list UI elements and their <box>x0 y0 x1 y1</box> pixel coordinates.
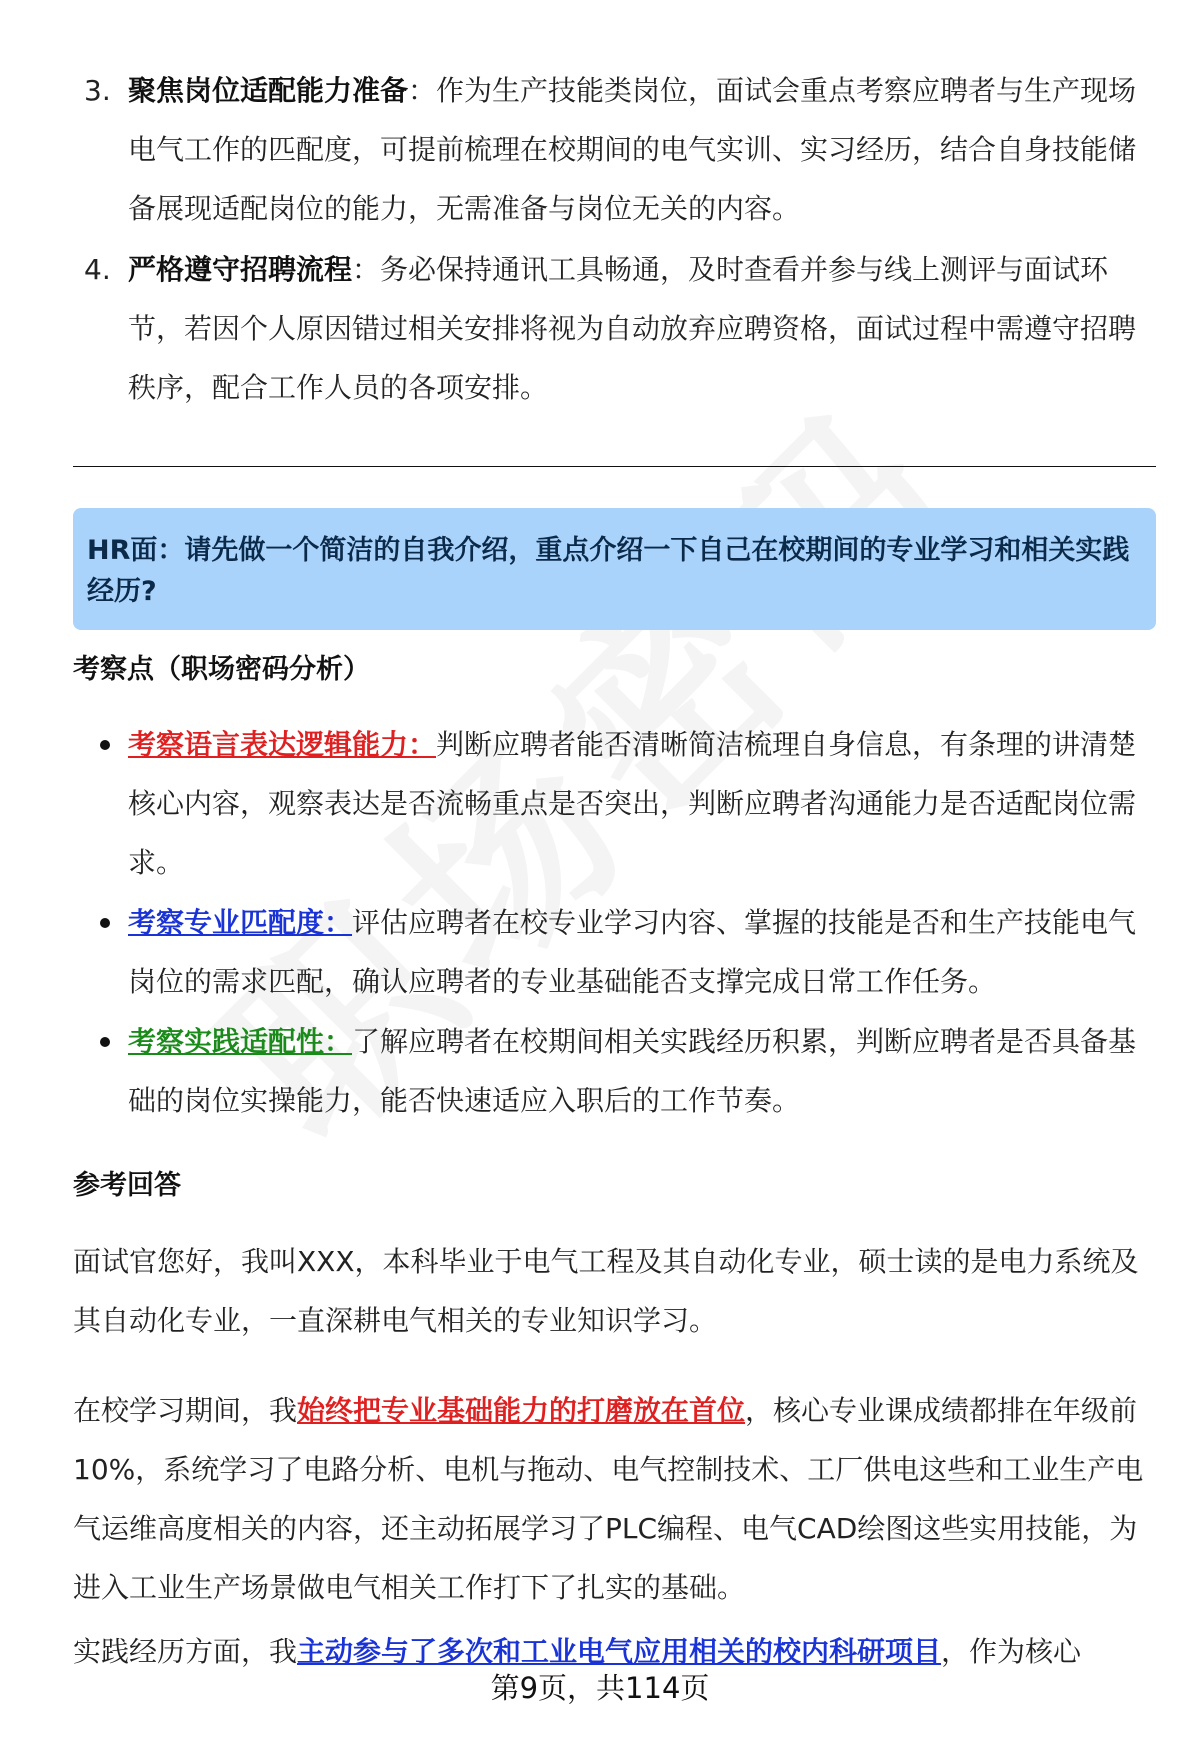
bullet-label: 考察语言表达逻辑能力： <box>128 728 437 761</box>
list-number: 4. <box>84 253 111 286</box>
page-footer: 第9页，共114页 <box>490 1671 710 1705</box>
question-text: HR面：请先做一个简洁的自我介绍，重点介绍一下自己在校期间的专业学习和相关实践经历? <box>87 535 1130 607</box>
question-box <box>73 508 1156 630</box>
list-item-text: ：务必保持通讯工具畅通，及时查看并参与线上测评与面试环节，若因个人原因错过相关安排将视为自动放弃应聘资格，面试过程中需遵守招聘秩序，配合工作人员的各项安排。 <box>128 253 1137 404</box>
bullet-item <box>92 893 1152 1011</box>
bullet-label: 考察实践适配性： <box>128 1025 353 1058</box>
bullet-text: 了解应聘者在校期间相关实践经历积累，判断应聘者是否具备基础的岗位实操能力，能否快速适应入职后的工作节奏。 <box>128 1025 1137 1117</box>
bullet-text: 评估应聘者在校专业学习内容、掌握的技能是否和生产技能电气岗位的需求匹配，确认应聘者的专业基础能否支撑完成日常工作任务。 <box>128 906 1137 998</box>
bullet-dot <box>100 1037 110 1047</box>
list-item-3 <box>84 61 1144 238</box>
bullet-dot <box>100 740 110 750</box>
analysis-title: 考察点（职场密码分析） <box>73 654 370 685</box>
highlight-text: 始终把专业基础能力的打磨放在首位 <box>297 1394 746 1427</box>
paragraph-text: 实践经历方面，我 <box>73 1635 298 1668</box>
answer-paragraph-1: 面试官您好，我叫XXX，本科毕业于电气工程及其自动化专业，硕士读的是电力系统及其自动化专业，一直深耕电气相关的专业知识学习。 <box>73 1245 1139 1337</box>
list-item-title: 严格遵守招聘流程 <box>128 253 353 286</box>
bullet-text: 判断应聘者能否清晰简洁梳理自身信息，有条理的讲清楚核心内容，观察表达是否流畅重点是否突出，判断应聘者沟通能力是否适配岗位需求。 <box>128 728 1137 879</box>
bullet-item <box>92 1012 1152 1130</box>
bullet-label: 考察专业匹配度： <box>128 906 353 939</box>
bullet-item <box>92 715 1152 892</box>
highlight-text: 主动参与了多次和工业电气应用相关的校内科研项目 <box>297 1635 942 1668</box>
bullet-dot <box>100 918 110 928</box>
list-item-text: ：作为生产技能类岗位，面试会重点考察应聘者与生产现场电气工作的匹配度，可提前梳理在校期间的电气实训、实习经历，结合自身技能储备展现适配岗位的能力，无需准备与岗位无关的内容。 <box>128 74 1137 225</box>
answer-paragraph-2 <box>73 1381 1156 1617</box>
paragraph-text: ，核心专业课成绩都排在年级前10%，系统学习了电路分析、电机与拖动、电气控制技术、工厂供电这些和工业生产电气运维高度相关的内容，还主动拓展学习了PLC编程、电气CAD绘图这些实用技能，为进入工业生产场景做电气相关工作打下了扎实的基础。 <box>73 1394 1144 1604</box>
section-divider <box>73 466 1156 467</box>
list-item-title: 聚焦岗位适配能力准备 <box>128 74 409 107</box>
paragraph-text: 在校学习期间，我 <box>73 1394 298 1427</box>
paragraph-text: ，作为核心 <box>941 1635 1082 1668</box>
answer-title: 参考回答 <box>73 1170 181 1201</box>
list-number: 3. <box>84 74 111 107</box>
list-item-4 <box>84 240 1144 417</box>
